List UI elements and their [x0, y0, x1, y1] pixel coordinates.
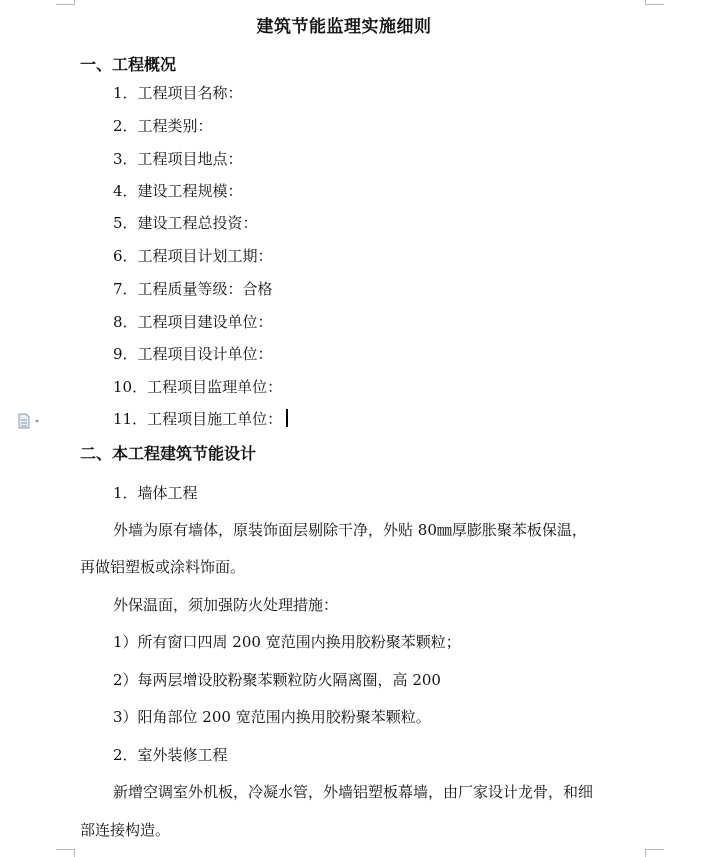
document-title: 建筑节能监理实施细则	[256, 17, 432, 37]
paragraph-line: 新增空调室外机板，冷凝水管，外墙铝塑板幕墙，由厂家设计龙骨，和细	[113, 783, 594, 801]
section-heading-overview: 一、工程概况	[80, 55, 177, 74]
text-cursor	[286, 409, 288, 427]
paragraph-layout-icon[interactable]	[17, 413, 43, 429]
paragraph-line: 部连接构造。	[80, 821, 171, 839]
paragraph-line: 外墙为原有墙体，原装饰面层剔除干净，外贴 80㎜厚膨胀聚苯板保温，	[113, 521, 587, 539]
overview-item: 6．工程项目计划工期：	[113, 247, 273, 265]
list-item: 1）所有窗口四周 200 宽范围内换用胶粉聚苯颗粒；	[113, 633, 461, 651]
overview-item: 4．建设工程规模：	[113, 182, 243, 200]
crop-mark-top-left	[56, 4, 74, 5]
paragraph-line: 外保温面，须加强防火处理措施：	[113, 596, 339, 614]
list-item: 2）每两层增设胶粉聚苯颗粒防火隔离圈，高 200	[113, 671, 441, 689]
overview-item-text: 11．工程项目施工单位：	[113, 410, 283, 428]
overview-item: 5．建设工程总投资：	[113, 214, 258, 232]
overview-item: 9．工程项目设计单位：	[113, 345, 273, 363]
crop-mark-top-right	[646, 4, 664, 5]
overview-item: 2．工程类别：	[113, 117, 213, 135]
crop-mark-bottom-right	[646, 849, 664, 850]
overview-item: 8．工程项目建设单位：	[113, 313, 273, 331]
crop-mark-bottom-right-v	[645, 849, 646, 857]
section-heading-design: 二、本工程建筑节能设计	[80, 444, 257, 463]
crop-mark-top-right-v	[645, 0, 646, 5]
subsection-title-wall: 1．墙体工程	[113, 484, 198, 502]
overview-item-with-cursor[interactable]	[113, 408, 288, 429]
list-item: 3）阳角部位 200 宽范围内换用胶粉聚苯颗粒。	[113, 708, 431, 726]
overview-item: 1．工程项目名称：	[113, 84, 243, 102]
subsection-title-exterior: 2．室外装修工程	[113, 746, 228, 764]
overview-item: 3．工程项目地点：	[113, 150, 243, 168]
overview-item: 7．工程质量等级：合格	[113, 280, 273, 298]
crop-mark-top-left-v	[74, 0, 75, 5]
crop-mark-bottom-left	[56, 849, 74, 850]
overview-item: 10．工程项目监理单位：	[113, 378, 283, 396]
crop-mark-bottom-left-v	[74, 849, 75, 857]
paragraph-line: 再做铝塑板或涂料饰面。	[80, 558, 246, 576]
